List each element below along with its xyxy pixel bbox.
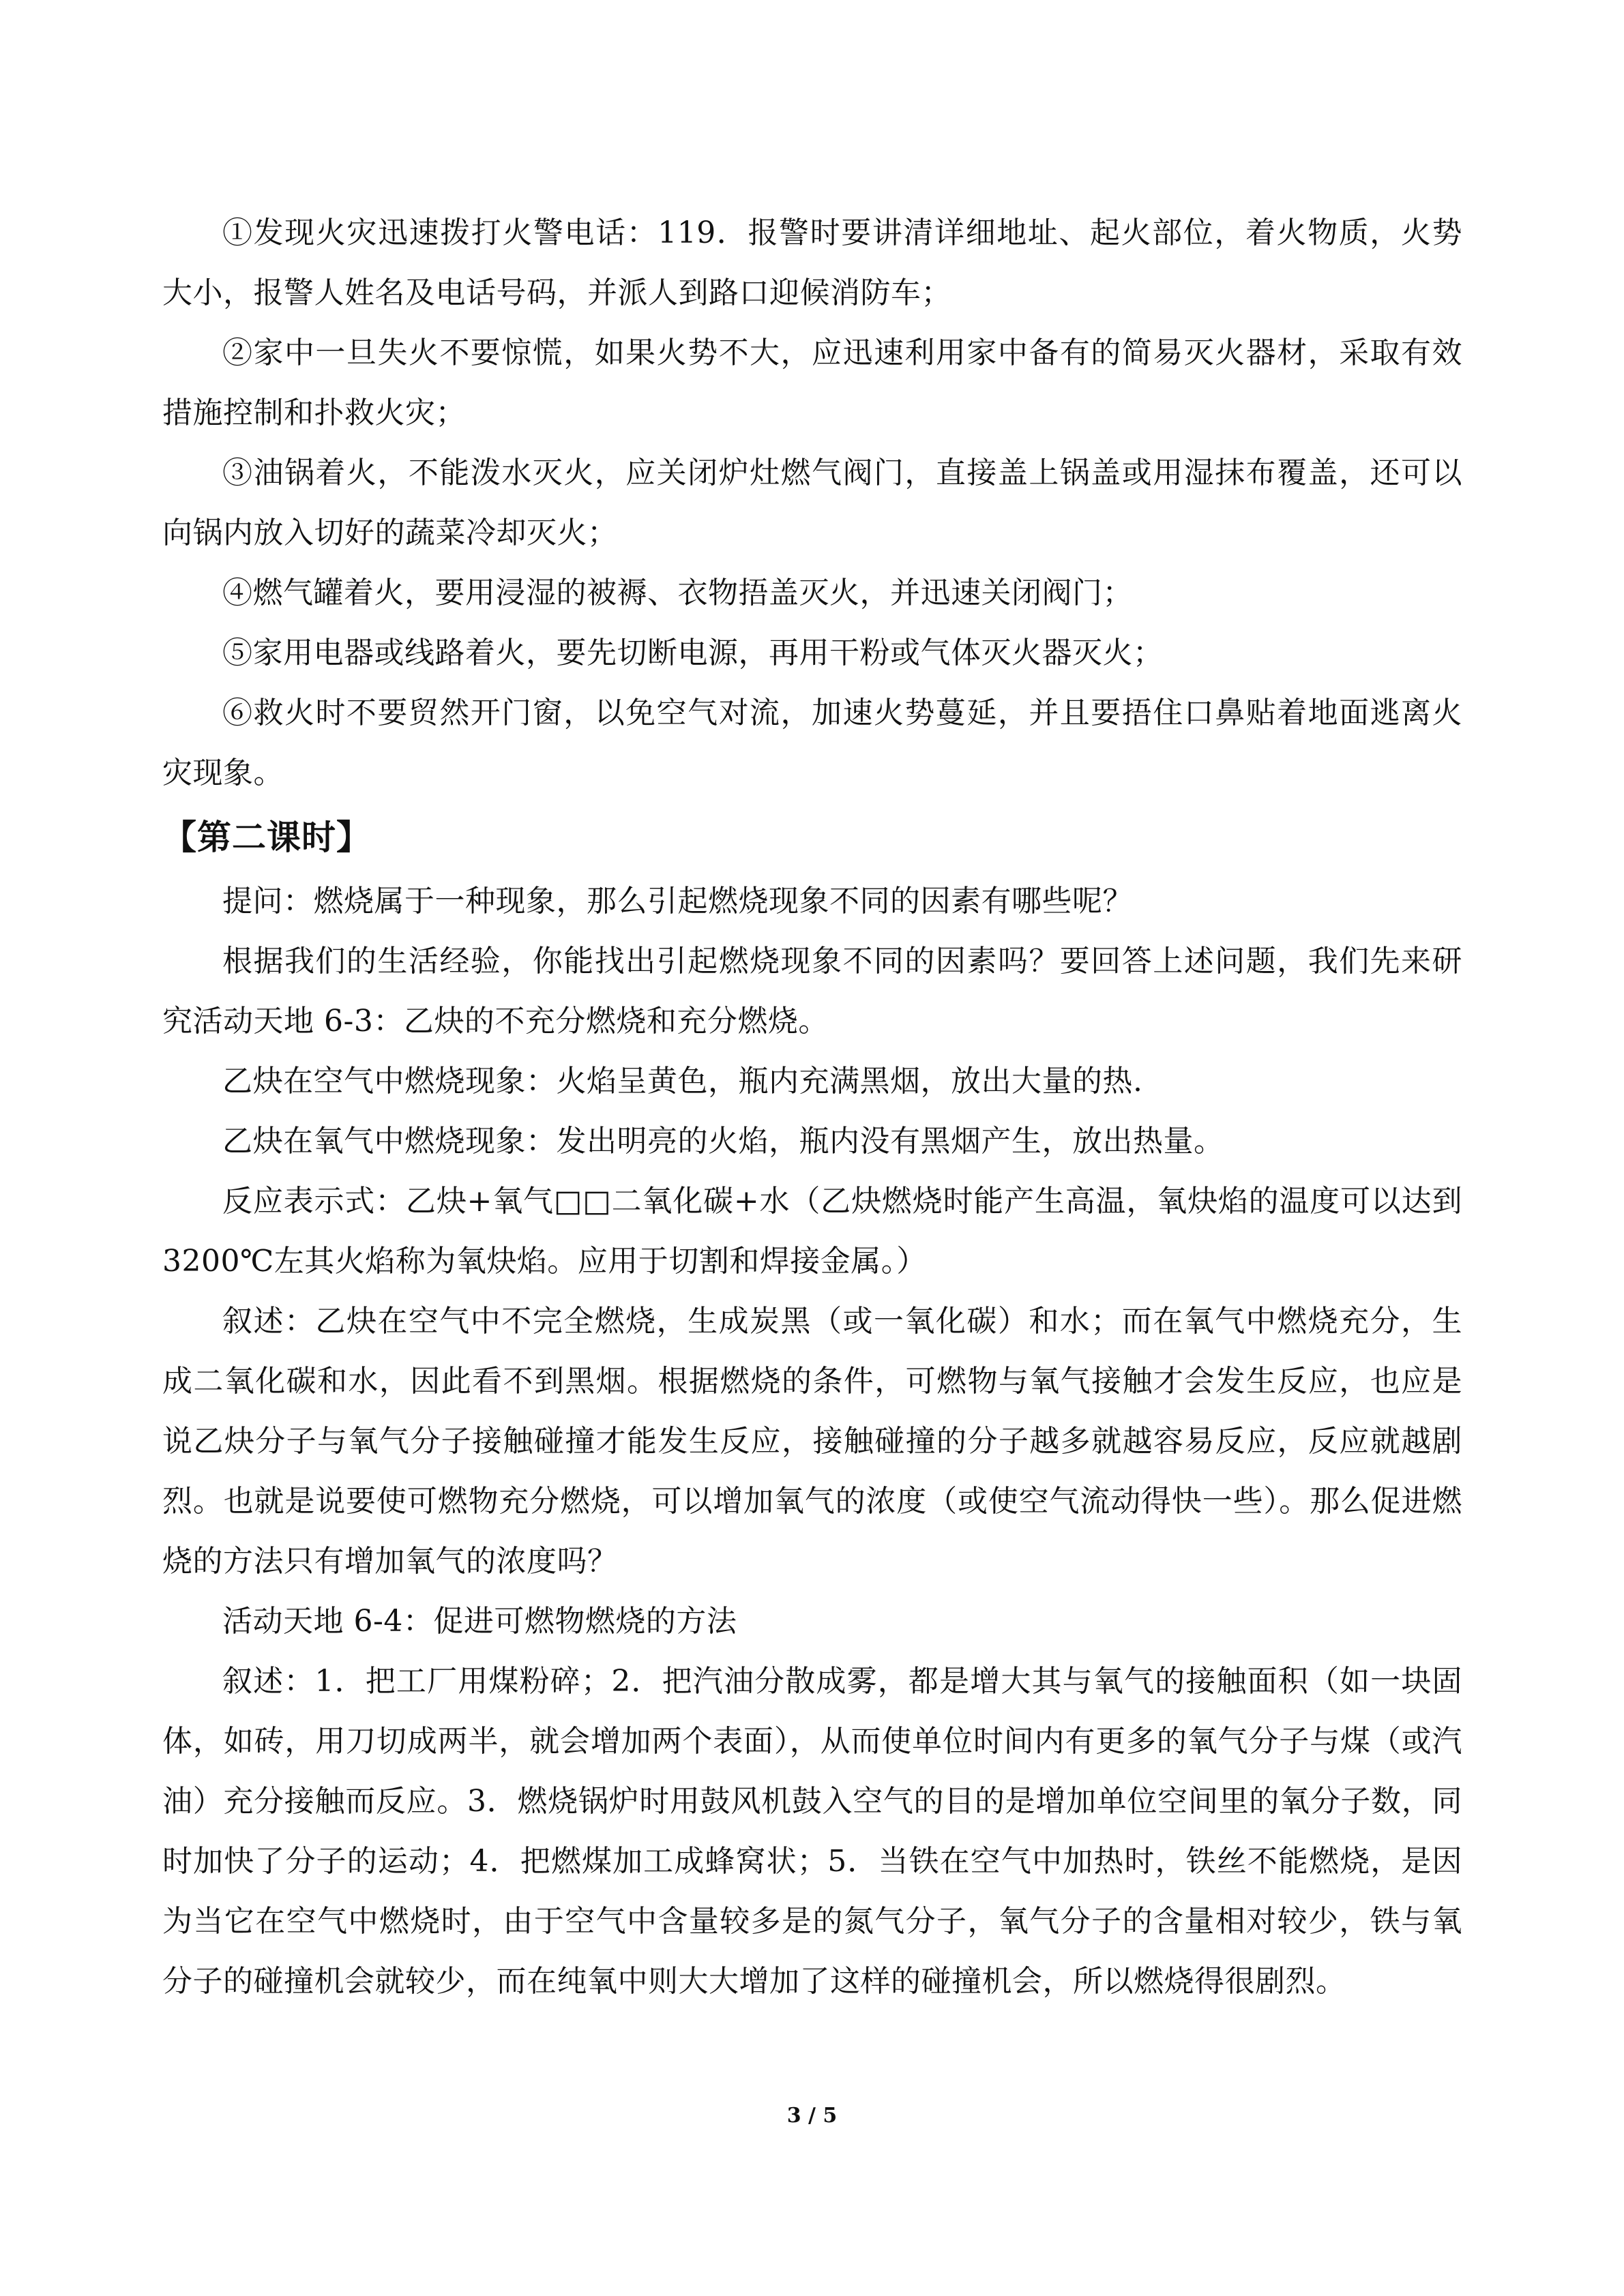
- paragraph-activity-6-4: 活动天地 6-4：促进可燃物燃烧的方法: [222, 1604, 737, 1639]
- paragraph-oil-pan-fire: ③油锅着火，不能泼水灭火，应关闭炉灶燃气阀门，直接盖上锅盖或用湿抹布覆盖，还可以向锅内放入切好的蔬菜冷却灭火；: [162, 456, 1462, 550]
- paragraph-narration-methods: 叙述：1．把工厂用煤粉碎；2．把汽油分散成雾，都是增大其与氧气的接触面积（如一块固体，如砖，用刀切成两半，就会增加两个表面），从而使单位时间内有更多的氧气分子与煤（或汽油）充分接触而反应。3．燃烧锅炉时用鼓风机鼓入空气的目的是增加单位空间里的氧分子数，同时加快了分子的运动；4．把燃煤加工成蜂窝状；5．当铁在空气中加热时，铁丝不能燃烧，是因为当它在空气中燃烧时，由于空气中含量较多是的氮气分子，氧气分子的含量相对较少，铁与氧分子的碰撞机会就较少，而在纯氧中则大大增加了这样的碰撞机会，所以燃烧得很剧烈。: [162, 1664, 1462, 1999]
- page-number: 3 / 5: [786, 2104, 838, 2128]
- paragraph-home-fire: ②家中一旦失火不要惊慌，如果火势不大，应迅速利用家中备有的简易灭火器材，采取有效措施控制和扑救火灾；: [162, 336, 1462, 430]
- paragraph-fire-alarm: ①发现火灾迅速拨打火警电话：119．报警时要讲清详细地址、起火部位，着火物质，火势大小，报警人姓名及电话号码，并派人到路口迎候消防车；: [162, 215, 1462, 310]
- paragraph-activity-6-3: 根据我们的生活经验，你能找出引起燃烧现象不同的因素吗？要回答上述问题，我们先来研究活动天地 6-3：乙炔的不充分燃烧和充分燃烧。: [162, 944, 1462, 1039]
- paragraph-acetylene-oxygen: 乙炔在氧气中燃烧现象：发出明亮的火焰，瓶内没有黑烟产生，放出热量。: [222, 1124, 1224, 1159]
- paragraph-escape-fire: ⑥救火时不要贸然开门窗，以免空气对流，加速火势蔓延，并且要捂住口鼻贴着地面逃离火灾现象。: [162, 696, 1462, 790]
- section-heading-second-lesson: 【第二课时】: [162, 818, 371, 857]
- page-content: [162, 203, 1462, 2012]
- paragraph-reaction-formula: 反应表示式：乙炔+氧气□□二氧化碳+水（乙炔燃烧时能产生高温，氧炔焰的温度可以达到 3200℃左其火焰称为氧炔焰。应用于切割和焊接金属。）: [162, 1184, 1462, 1279]
- paragraph-narration-combustion: 叙述：乙炔在空气中不完全燃烧，生成炭黑（或一氧化碳）和水；而在氧气中燃烧充分，生成二氧化碳和水，因此看不到黑烟。根据燃烧的条件，可燃物与氧气接触才会发生反应，也应是说乙炔分子与氧气分子接触碰撞才能发生反应，接触碰撞的分子越多就越容易反应，反应就越剧烈。也就是说要使可燃物充分燃烧，可以增加氧气的浓度（或使空气流动得快一些）。那么促进燃烧的方法只有增加氧气的浓度吗？: [162, 1304, 1462, 1579]
- paragraph-acetylene-air: 乙炔在空气中燃烧现象：火焰呈黄色，瓶内充满黑烟，放出大量的热.: [222, 1064, 1143, 1099]
- paragraph-gas-tank-fire: ④燃气罐着火，要用浸湿的被褥、衣物捂盖灭火，并迅速关闭阀门；: [222, 576, 1133, 610]
- paragraph-electrical-fire: ⑤家用电器或线路着火，要先切断电源，再用干粉或气体灭火器灭火；: [222, 636, 1164, 670]
- paragraph-question: 提问：燃烧属于一种现象，那么引起燃烧现象不同的因素有哪些呢？: [222, 884, 1133, 919]
